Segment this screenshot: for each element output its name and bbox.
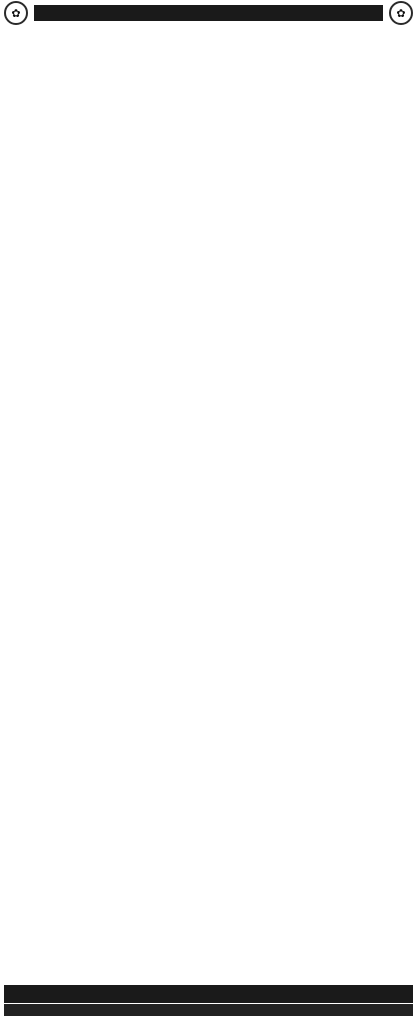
government-logo-icon: ✿ [389,1,413,25]
page-title [34,5,383,21]
balochistan-logo-icon: ✿ [4,1,28,25]
social-links-bar [4,1004,413,1016]
director-signature-block [4,985,413,1003]
intro-text [6,25,411,73]
header [4,2,413,24]
